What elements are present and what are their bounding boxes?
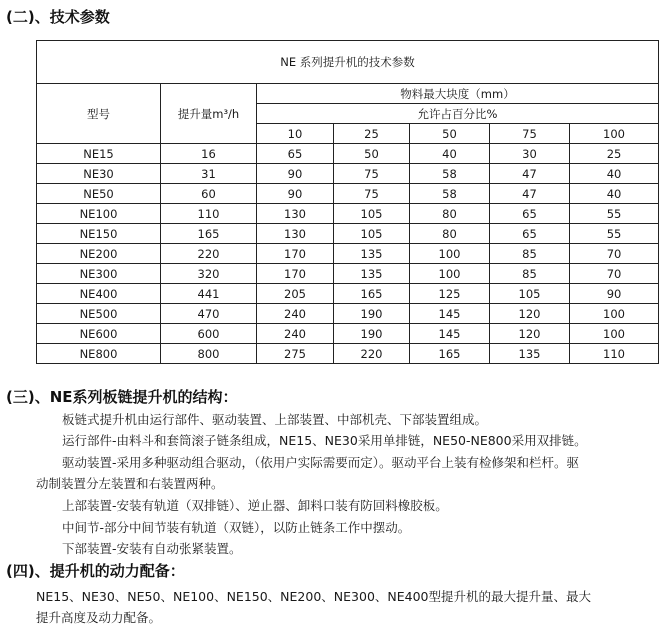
table-row (37, 264, 659, 284)
cell-percent-value: 240 (257, 324, 334, 344)
cell-percent-value: 58 (410, 164, 490, 184)
cell-percent-value: 75 (334, 164, 410, 184)
cell-capacity: 60 (161, 184, 257, 204)
table-row (37, 324, 659, 344)
cell-percent-value: 90 (257, 164, 334, 184)
cell-capacity: 31 (161, 164, 257, 184)
cell-percent-value: 30 (490, 144, 570, 164)
cell-model: NE300 (37, 264, 161, 284)
cell-model: NE800 (37, 344, 161, 364)
percent-header: 10 (257, 124, 334, 144)
table-row (37, 164, 659, 184)
cell-model: NE400 (37, 284, 161, 304)
cell-percent-value: 47 (490, 164, 570, 184)
cell-model: NE600 (37, 324, 161, 344)
cell-percent-value: 105 (334, 204, 410, 224)
cell-percent-value: 85 (490, 244, 570, 264)
cell-percent-value: 125 (410, 284, 490, 304)
cell-model: NE500 (37, 304, 161, 324)
cell-percent-value: 65 (490, 204, 570, 224)
cell-percent-value: 70 (570, 264, 659, 284)
cell-percent-value: 90 (257, 184, 334, 204)
cell-percent-value: 100 (570, 324, 659, 344)
cell-percent-value: 58 (410, 184, 490, 204)
cell-capacity: 320 (161, 264, 257, 284)
cell-percent-value: 165 (334, 284, 410, 304)
cell-percent-value: 220 (334, 344, 410, 364)
cell-capacity: 470 (161, 304, 257, 324)
cell-percent-value: 145 (410, 324, 490, 344)
cell-model: NE50 (37, 184, 161, 204)
section-heading-tech-params: (二)、技术参数 (6, 8, 110, 26)
cell-percent-value: 80 (410, 204, 490, 224)
table-caption-row (37, 41, 659, 84)
cell-percent-value: 55 (570, 224, 659, 244)
power-paragraph: NE15、NE30、NE50、NE100、NE150、NE200、NE300、NE400型提升机的最大提升量、最大 (36, 589, 591, 604)
cell-percent-value: 205 (257, 284, 334, 304)
cell-model: NE30 (37, 164, 161, 184)
cell-percent-value: 40 (570, 164, 659, 184)
table-row (37, 284, 659, 304)
cell-percent-value: 110 (570, 344, 659, 364)
cell-capacity: 600 (161, 324, 257, 344)
percent-header: 75 (490, 124, 570, 144)
percent-header: 25 (334, 124, 410, 144)
structure-paragraph: 动制装置分左装置和右装置两种。 (36, 476, 224, 491)
table-row (37, 344, 659, 364)
header-percent: 允许占百分比% (257, 104, 659, 124)
cell-percent-value: 25 (570, 144, 659, 164)
cell-percent-value: 190 (334, 304, 410, 324)
table-row (37, 184, 659, 204)
structure-paragraph: 板链式提升机由运行部件、驱动装置、上部装置、中部机壳、下部装置组成。 (62, 412, 488, 427)
cell-percent-value: 165 (410, 344, 490, 364)
cell-capacity: 16 (161, 144, 257, 164)
cell-percent-value: 70 (570, 244, 659, 264)
structure-paragraph: 运行部件-由料斗和套筒滚子链条组成，NE15、NE30采用单排链，NE50-NE800采用双排链。 (62, 433, 587, 448)
structure-paragraph: 驱动装置-采用多种驱动组合驱动，（依用户实际需要而定）。驱动平台上装有检修架和栏杆。驱 (62, 455, 580, 470)
cell-percent-value: 130 (257, 204, 334, 224)
power-paragraph: 提升高度及动力配备。 (36, 610, 162, 625)
header-lump-size: 物料最大块度（mm） (257, 84, 659, 104)
cell-model: NE15 (37, 144, 161, 164)
table-row (37, 204, 659, 224)
structure-paragraph: 上部装置-安装有轨道（双排链）、逆止器、卸料口装有防回料橡胶板。 (62, 498, 448, 513)
cell-capacity: 165 (161, 224, 257, 244)
spec-table (36, 40, 659, 364)
cell-capacity: 110 (161, 204, 257, 224)
structure-paragraph: 中间节-部分中间节装有轨道（双链），以防止链条工作中摆动。 (62, 520, 411, 535)
cell-percent-value: 135 (334, 244, 410, 264)
cell-percent-value: 90 (570, 284, 659, 304)
cell-percent-value: 145 (410, 304, 490, 324)
cell-model: NE200 (37, 244, 161, 264)
cell-percent-value: 40 (570, 184, 659, 204)
table-row (37, 144, 659, 164)
cell-percent-value: 105 (490, 284, 570, 304)
cell-model: NE150 (37, 224, 161, 244)
table-row (37, 224, 659, 244)
cell-percent-value: 65 (490, 224, 570, 244)
cell-model: NE100 (37, 204, 161, 224)
cell-percent-value: 120 (490, 304, 570, 324)
cell-percent-value: 85 (490, 264, 570, 284)
cell-percent-value: 120 (490, 324, 570, 344)
table-caption: NE 系列提升机的技术参数 (37, 41, 659, 84)
cell-percent-value: 80 (410, 224, 490, 244)
structure-paragraph: 下部装置-安装有自动张紧装置。 (62, 541, 242, 556)
cell-percent-value: 170 (257, 264, 334, 284)
table-row (37, 304, 659, 324)
cell-percent-value: 135 (490, 344, 570, 364)
cell-percent-value: 47 (490, 184, 570, 204)
cell-capacity: 800 (161, 344, 257, 364)
cell-percent-value: 240 (257, 304, 334, 324)
percent-header: 100 (570, 124, 659, 144)
cell-percent-value: 75 (334, 184, 410, 204)
cell-percent-value: 170 (257, 244, 334, 264)
section-heading-structure: (三)、NE系列板链提升机的结构： (6, 388, 238, 406)
cell-percent-value: 135 (334, 264, 410, 284)
cell-percent-value: 275 (257, 344, 334, 364)
cell-capacity: 441 (161, 284, 257, 304)
cell-capacity: 220 (161, 244, 257, 264)
section-heading-power: (四)、提升机的动力配备： (6, 562, 185, 580)
cell-percent-value: 130 (257, 224, 334, 244)
percent-header: 50 (410, 124, 490, 144)
cell-percent-value: 100 (570, 304, 659, 324)
cell-percent-value: 105 (334, 224, 410, 244)
header-capacity: 提升量m³/h (161, 84, 257, 144)
cell-percent-value: 50 (334, 144, 410, 164)
cell-percent-value: 65 (257, 144, 334, 164)
cell-percent-value: 55 (570, 204, 659, 224)
header-model: 型号 (37, 84, 161, 144)
cell-percent-value: 40 (410, 144, 490, 164)
cell-percent-value: 190 (334, 324, 410, 344)
table-header-row (37, 84, 659, 104)
cell-percent-value: 100 (410, 244, 490, 264)
table-row (37, 244, 659, 264)
cell-percent-value: 100 (410, 264, 490, 284)
